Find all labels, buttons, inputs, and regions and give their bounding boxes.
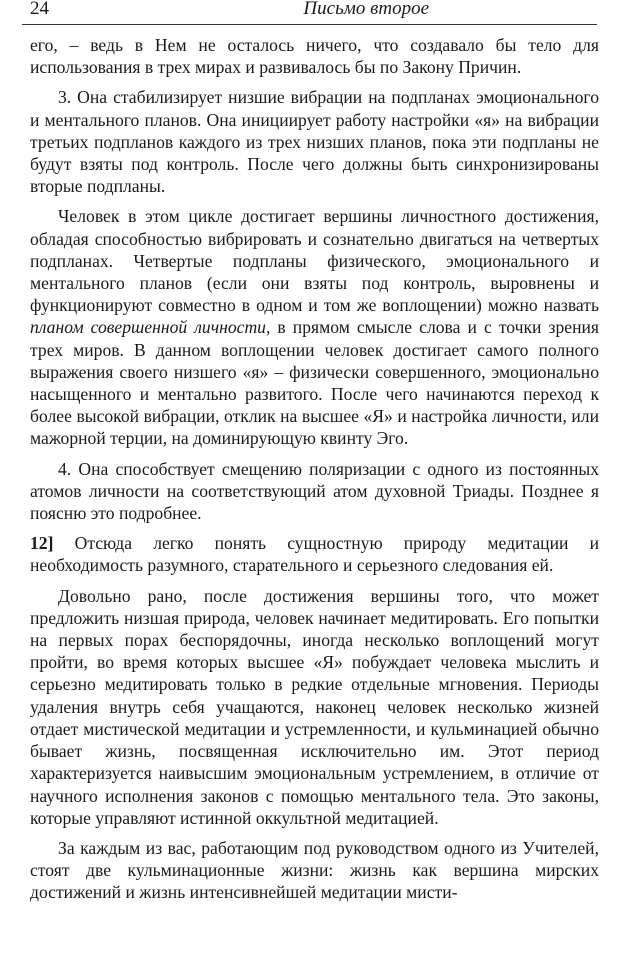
section-12-text: Отсюда легко понять сущностную природу медитации и необходимость разумного, старательного и серьезного следования ей.: [30, 533, 599, 576]
section-number: 12]: [30, 533, 54, 554]
paragraph-personality-peak-before: Человек в этом цикле достигает вершины личностного достижения, обладая способностью вибрировать и сознательно двигаться на четвертых подпланах. Четвертые подпланы физического, эмоционального и ментального планов (если они взяты под контроль, выровнены и функционируют совместно в одном и том же воплощении) можно назвать: [30, 206, 599, 316]
page-number: 24: [30, 0, 49, 19]
paragraph-continuation: его, – ведь в Нем не осталось ничего, что создавало бы тело для использования в трех мирах и развивалось бы по Закону Причин.: [30, 35, 599, 78]
paragraph-personality-peak: [30, 205, 599, 449]
page-header: [22, 0, 597, 25]
paragraph-personality-peak-after: в прямом смысле слова и с точки зрения трех миров. В данном воплощении человек достигает самого полного выражения своего низшего «я» – физически совершенного, эмоционально насыщенного и ментально развитого. После чего начинаются переход к более высокой вибрации, отклик на высшее «Я» и настройка личности, или мажорной терции, на доминирующую квинту Эго.: [30, 317, 599, 449]
running-title: Письмо второе: [303, 0, 429, 19]
emphasis-perfect-personality: планом совершенной личности,: [30, 317, 271, 338]
paragraph-culminating-lives: За каждым из вас, работающим под руководством одного из Учителей, стоят две кульминационные жизни: жизнь как вершина мирских достижений и жизнь интенсивнейшей медитации мисти-: [30, 837, 599, 903]
paragraph-section-12: [30, 532, 599, 576]
paragraph-meditation-early: Довольно рано, после достижения вершины того, что может предложить низшая природа, человек начинает медитировать. Его попытки на первых порах беспорядочны, иногда несколько воплощений могут пройти, во время которых высшее «Я» побуждает человека мыслить и серьезно медитировать только в редкие отдельные мгновения. Периоды удаления внутрь себя учащаются, наконец человек несколько жизней отдает мистической медитации и устремленности, и кульминацией обычно бывает жизнь, посвященная исключительно им. Этот период характеризуется наивысшим эмоциональным устремлением, в отличие от научного исполнения законов с помощью ментального тела. Это законы, которые управляют истинной оккультной медитацией.: [30, 585, 599, 828]
page-body: [30, 34, 599, 912]
paragraph-point-3: 3. Она стабилизирует низшие вибрации на подпланах эмоционального и ментального планов. Она инициирует работу настройки «я» на вибрации третьих подпланов каждого из трех низших планов, пока эти подпланы не будут взяты под контроль. После чего должны быть синхронизированы вторые подпланы.: [30, 87, 599, 197]
paragraph-point-4: 4. Она способствует смещению поляризации с одного из постоянных атомов личности на соответствующий атом духовной Триады. Позднее я поясню это подробнее.: [30, 458, 599, 524]
